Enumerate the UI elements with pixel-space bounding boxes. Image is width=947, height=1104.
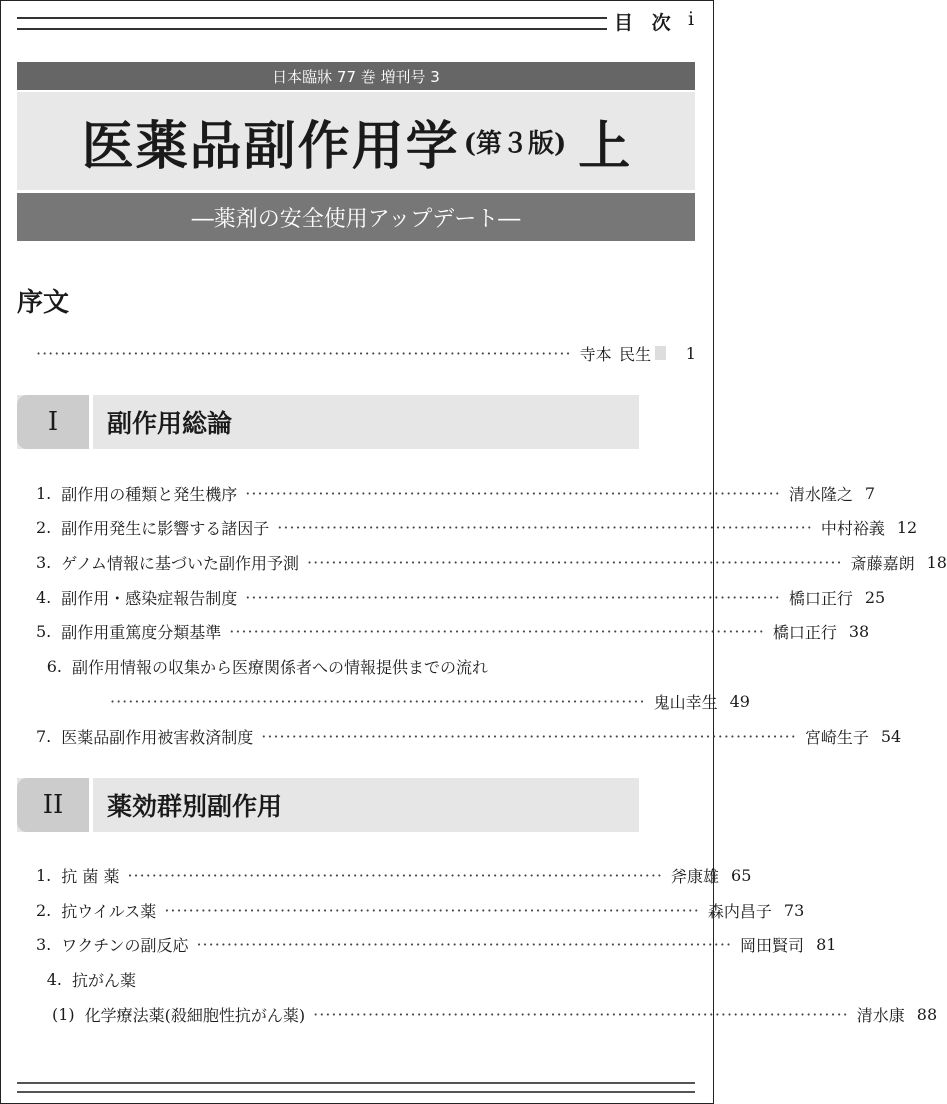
leader-dots: ························································································ [127, 865, 664, 885]
leader-dots: ························································································ [245, 483, 781, 503]
author-given: 民生 [619, 344, 652, 364]
author: 中村 裕義 [820, 518, 885, 538]
leader-dots: ························································································ [307, 552, 843, 572]
preface-entry[interactable] [36, 340, 696, 366]
entry-title: 抗がん薬 [72, 970, 137, 990]
entry-title: 副作用の種類と発生機序 [61, 484, 238, 504]
toc-entry[interactable] [36, 723, 902, 749]
author: 岡田 賢司 [740, 935, 805, 955]
author: 清水 隆之 [788, 484, 853, 504]
entry-number: 1. [36, 865, 52, 885]
page-number: 88 [916, 1004, 938, 1024]
entry-title: 副作用発生に影響する諸因子 [61, 518, 270, 538]
page-number: 38 [848, 621, 870, 641]
page-number: 12 [896, 517, 918, 537]
toc-entry[interactable] [36, 549, 947, 575]
toc-entry[interactable] [36, 514, 918, 540]
entry-title: 抗ウイルス薬 [61, 901, 157, 921]
page-number: 65 [731, 865, 752, 885]
section-title: 副作用総論 [107, 409, 233, 438]
header-label: 目 次 [614, 12, 677, 34]
leader-dots: ························································································ [277, 517, 813, 537]
preface-heading: 序文 [17, 288, 70, 318]
leader-dots: ························································································ [245, 587, 781, 607]
toc-entry[interactable] [36, 862, 752, 888]
series-bar [17, 62, 695, 90]
page-number: 1 [685, 343, 696, 363]
book-subtitle: ―薬剤の安全使用アップデート― [191, 206, 521, 232]
entry-number: 5. [36, 621, 52, 641]
section-title: 薬効群別副作用 [107, 792, 283, 821]
entry-number: 6. [46, 656, 62, 676]
entry-title: 副作用情報の収集から医療関係者への情報提供までの流れ [72, 657, 489, 677]
page-number: 81 [816, 934, 837, 954]
section-heading-1 [17, 395, 639, 449]
entry-title: 化学療法薬(殺細胞性抗がん薬) [84, 1005, 306, 1025]
toc-entry-group[interactable] [36, 966, 696, 992]
toc-entry[interactable] [36, 480, 876, 506]
entry-title: ゲノム情報に基づいた副作用予測 [61, 553, 300, 573]
toc-entry-title-line[interactable] [36, 653, 696, 679]
series-label: 日本臨牀 77 巻 増刊号 3 [272, 67, 440, 86]
leader-dots: ························································································ [229, 621, 765, 641]
entry-number: 7. [36, 726, 52, 746]
book-volume: 上 [578, 115, 631, 177]
author: 清水 康 [856, 1005, 905, 1025]
entry-number: 4. [46, 969, 62, 989]
leader-dots: ························································································ [164, 900, 700, 920]
entry-number: (1) [52, 1004, 75, 1024]
entry-number: 3. [36, 934, 52, 954]
entry-title: 副作用重篤度分類基準 [61, 622, 222, 642]
entry-number: 1. [36, 483, 52, 503]
toc-entry[interactable] [36, 584, 886, 610]
author: 橋口 正行 [772, 622, 837, 642]
title-band [17, 92, 695, 190]
book-edition: (第３版) [463, 128, 567, 159]
entry-title: 抗 菌 薬 [61, 866, 120, 886]
section-number: I [17, 395, 89, 449]
leader-dots: ························································································ [261, 726, 797, 746]
toc-sub-entry[interactable] [52, 1001, 938, 1027]
leader-dots: ························································································ [36, 343, 572, 363]
footer-rule [17, 1082, 695, 1093]
page-number: 7 [864, 483, 876, 503]
author [580, 342, 652, 365]
page-number: 18 [926, 552, 947, 572]
leader-dots: ························································································ [313, 1004, 849, 1024]
page-number: 73 [783, 900, 805, 920]
page-marker [655, 346, 665, 360]
entry-title: 医薬品副作用被害救済制度 [61, 727, 254, 747]
entry-number: 4. [36, 587, 52, 607]
entry-number: 2. [36, 900, 52, 920]
author: 宮崎 生子 [804, 727, 869, 747]
header-page-number: i [688, 8, 695, 30]
leader-dots: ························································································ [196, 934, 733, 954]
header-rule [17, 17, 607, 30]
entry-number: 2. [36, 517, 52, 537]
author: 斎藤 嘉朗 [850, 553, 915, 573]
author: 森内 昌子 [707, 901, 772, 921]
toc-entry[interactable] [36, 931, 837, 957]
toc-entry[interactable] [36, 618, 870, 644]
entry-title: ワクチンの副反応 [61, 935, 189, 955]
author: 橋口 正行 [788, 588, 853, 608]
leader-dots: ························································································ [110, 691, 646, 711]
section-heading-2 [17, 778, 639, 832]
author-family: 寺本 [579, 344, 612, 364]
entry-number: 3. [36, 552, 52, 572]
toc-entry[interactable] [36, 897, 805, 923]
page-number: 49 [729, 691, 750, 711]
toc-entry-author-line[interactable] [110, 688, 750, 714]
section-number: II [17, 778, 89, 832]
page-number: 54 [880, 726, 902, 746]
entry-title: 副作用・感染症報告制度 [61, 588, 238, 608]
subtitle-bar [17, 193, 695, 241]
page-number: 25 [864, 587, 886, 607]
author: 斧 康雄 [671, 866, 720, 886]
book-title: 医薬品副作用学 [81, 115, 460, 177]
author: 鬼山 幸生 [653, 692, 718, 712]
